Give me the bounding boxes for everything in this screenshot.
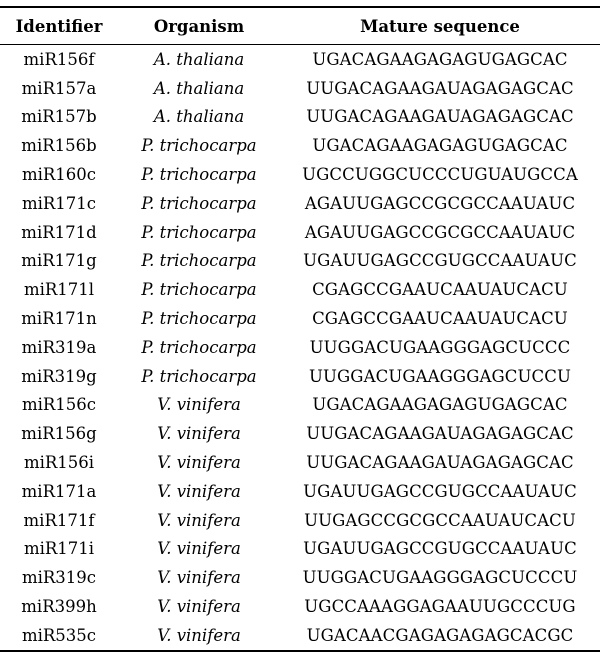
table-body (0, 45, 600, 651)
organism-cell: P. trichocarpa (141, 251, 257, 271)
sequence-cell: UUGACAGAAGAUAGAGAGCAC (306, 78, 574, 98)
sequence-cell: UGAUUGAGCCGUGCCAAUAUC (303, 251, 577, 271)
sequence-cell: UGACAGAAGAGAGUGAGCAC (312, 136, 568, 156)
header-sequence: Mature sequence (360, 16, 520, 36)
identifier-cell: miR156f (23, 49, 95, 69)
sequence-cell: UGACAGAAGAGAGUGAGCAC (312, 395, 568, 415)
header-identifier: Identifier (15, 16, 103, 36)
table-row (0, 247, 600, 276)
organism-cell: V. vinifera (157, 510, 241, 530)
organism-cell: P. trichocarpa (141, 337, 257, 357)
table-row (0, 506, 600, 535)
sequence-cell: UGACAGAAGAGAGUGAGCAC (312, 49, 568, 69)
table-row (0, 592, 600, 621)
identifier-cell: miR171f (23, 510, 95, 530)
table-row (0, 477, 600, 506)
header-row (0, 7, 600, 45)
organism-cell: V. vinifera (157, 453, 241, 473)
organism-cell: P. trichocarpa (141, 165, 257, 185)
table-row (0, 362, 600, 391)
table-row (0, 621, 600, 651)
sequence-cell: UGAUUGAGCCGUGCCAAUAUC (303, 539, 577, 559)
organism-cell: V. vinifera (157, 395, 241, 415)
organism-cell: V. vinifera (157, 625, 241, 645)
sequence-cell: UGACAACGAGAGAGAGCACGC (306, 625, 574, 645)
table-row (0, 391, 600, 420)
header-organism: Organism (153, 16, 245, 36)
identifier-cell: miR171c (21, 193, 97, 213)
identifier-cell: miR399h (21, 597, 97, 617)
identifier-cell: miR319a (21, 337, 97, 357)
table-row (0, 218, 600, 247)
table-row (0, 160, 600, 189)
sequence-cell: CGAGCCGAAUCAAUAUCACU (312, 309, 568, 329)
table-row (0, 45, 600, 74)
identifier-cell: miR171a (21, 481, 97, 501)
organism-cell: A. thaliana (153, 107, 245, 127)
sequence-cell: UGCCAAAGGAGAAUUGCCCUG (304, 597, 576, 617)
mirna-table (0, 6, 600, 652)
organism-cell: A. thaliana (153, 78, 245, 98)
identifier-cell: miR156b (21, 136, 97, 156)
organism-cell: P. trichocarpa (141, 136, 257, 156)
table-row (0, 275, 600, 304)
sequence-cell: AGAUUGAGCCGCGCCAAUAUC (304, 222, 576, 242)
identifier-cell: miR171n (21, 309, 97, 329)
organism-cell: P. trichocarpa (141, 280, 257, 300)
sequence-cell: UUGACAGAAGAUAGAGAGCAC (306, 424, 574, 444)
identifier-cell: miR535c (21, 625, 97, 645)
organism-cell: P. trichocarpa (141, 222, 257, 242)
identifier-cell: miR319c (21, 568, 97, 588)
identifier-cell: miR171l (23, 280, 95, 300)
table-row (0, 448, 600, 477)
identifier-cell: miR171i (23, 539, 95, 559)
identifier-cell: miR157b (21, 107, 97, 127)
sequence-cell: UUGGACUGAAGGGAGCUCCC (309, 337, 571, 357)
identifier-cell: miR171d (21, 222, 97, 242)
table-row (0, 131, 600, 160)
sequence-cell: CGAGCCGAAUCAAUAUCACU (312, 280, 568, 300)
identifier-cell: miR156c (21, 395, 97, 415)
organism-cell: V. vinifera (157, 568, 241, 588)
identifier-cell: miR319g (21, 366, 97, 386)
organism-cell: V. vinifera (157, 424, 241, 444)
organism-cell: P. trichocarpa (141, 193, 257, 213)
table-row (0, 74, 600, 103)
identifier-cell: miR160c (21, 165, 97, 185)
identifier-cell: miR156g (21, 424, 97, 444)
table-row (0, 189, 600, 218)
identifier-cell: miR156i (23, 453, 95, 473)
sequence-cell: UUGGACUGAAGGGAGCUCCCU (302, 568, 578, 588)
table-row (0, 419, 600, 448)
organism-cell: P. trichocarpa (141, 366, 257, 386)
table-row (0, 563, 600, 592)
table-row (0, 333, 600, 362)
sequence-cell: UGCCUGGCUCCCUGUAUGCCA (302, 165, 578, 185)
organism-cell: P. trichocarpa (141, 309, 257, 329)
identifier-cell: miR171g (21, 251, 97, 271)
organism-cell: V. vinifera (157, 481, 241, 501)
organism-cell: A. thaliana (153, 49, 245, 69)
table-row (0, 103, 600, 132)
sequence-cell: UGAUUGAGCCGUGCCAAUAUC (303, 481, 577, 501)
identifier-cell: miR157a (21, 78, 97, 98)
table-row (0, 535, 600, 564)
sequence-cell: UUGAGCCGCGCCAAUAUCACU (304, 510, 576, 530)
organism-cell: V. vinifera (157, 539, 241, 559)
sequence-cell: UUGACAGAAGAUAGAGAGCAC (306, 453, 574, 473)
table-row (0, 304, 600, 333)
sequence-cell: UUGGACUGAAGGGAGCUCCU (309, 366, 571, 386)
sequence-cell: UUGACAGAAGAUAGAGAGCAC (306, 107, 574, 127)
organism-cell: V. vinifera (157, 597, 241, 617)
sequence-cell: AGAUUGAGCCGCGCCAAUAUC (304, 193, 576, 213)
